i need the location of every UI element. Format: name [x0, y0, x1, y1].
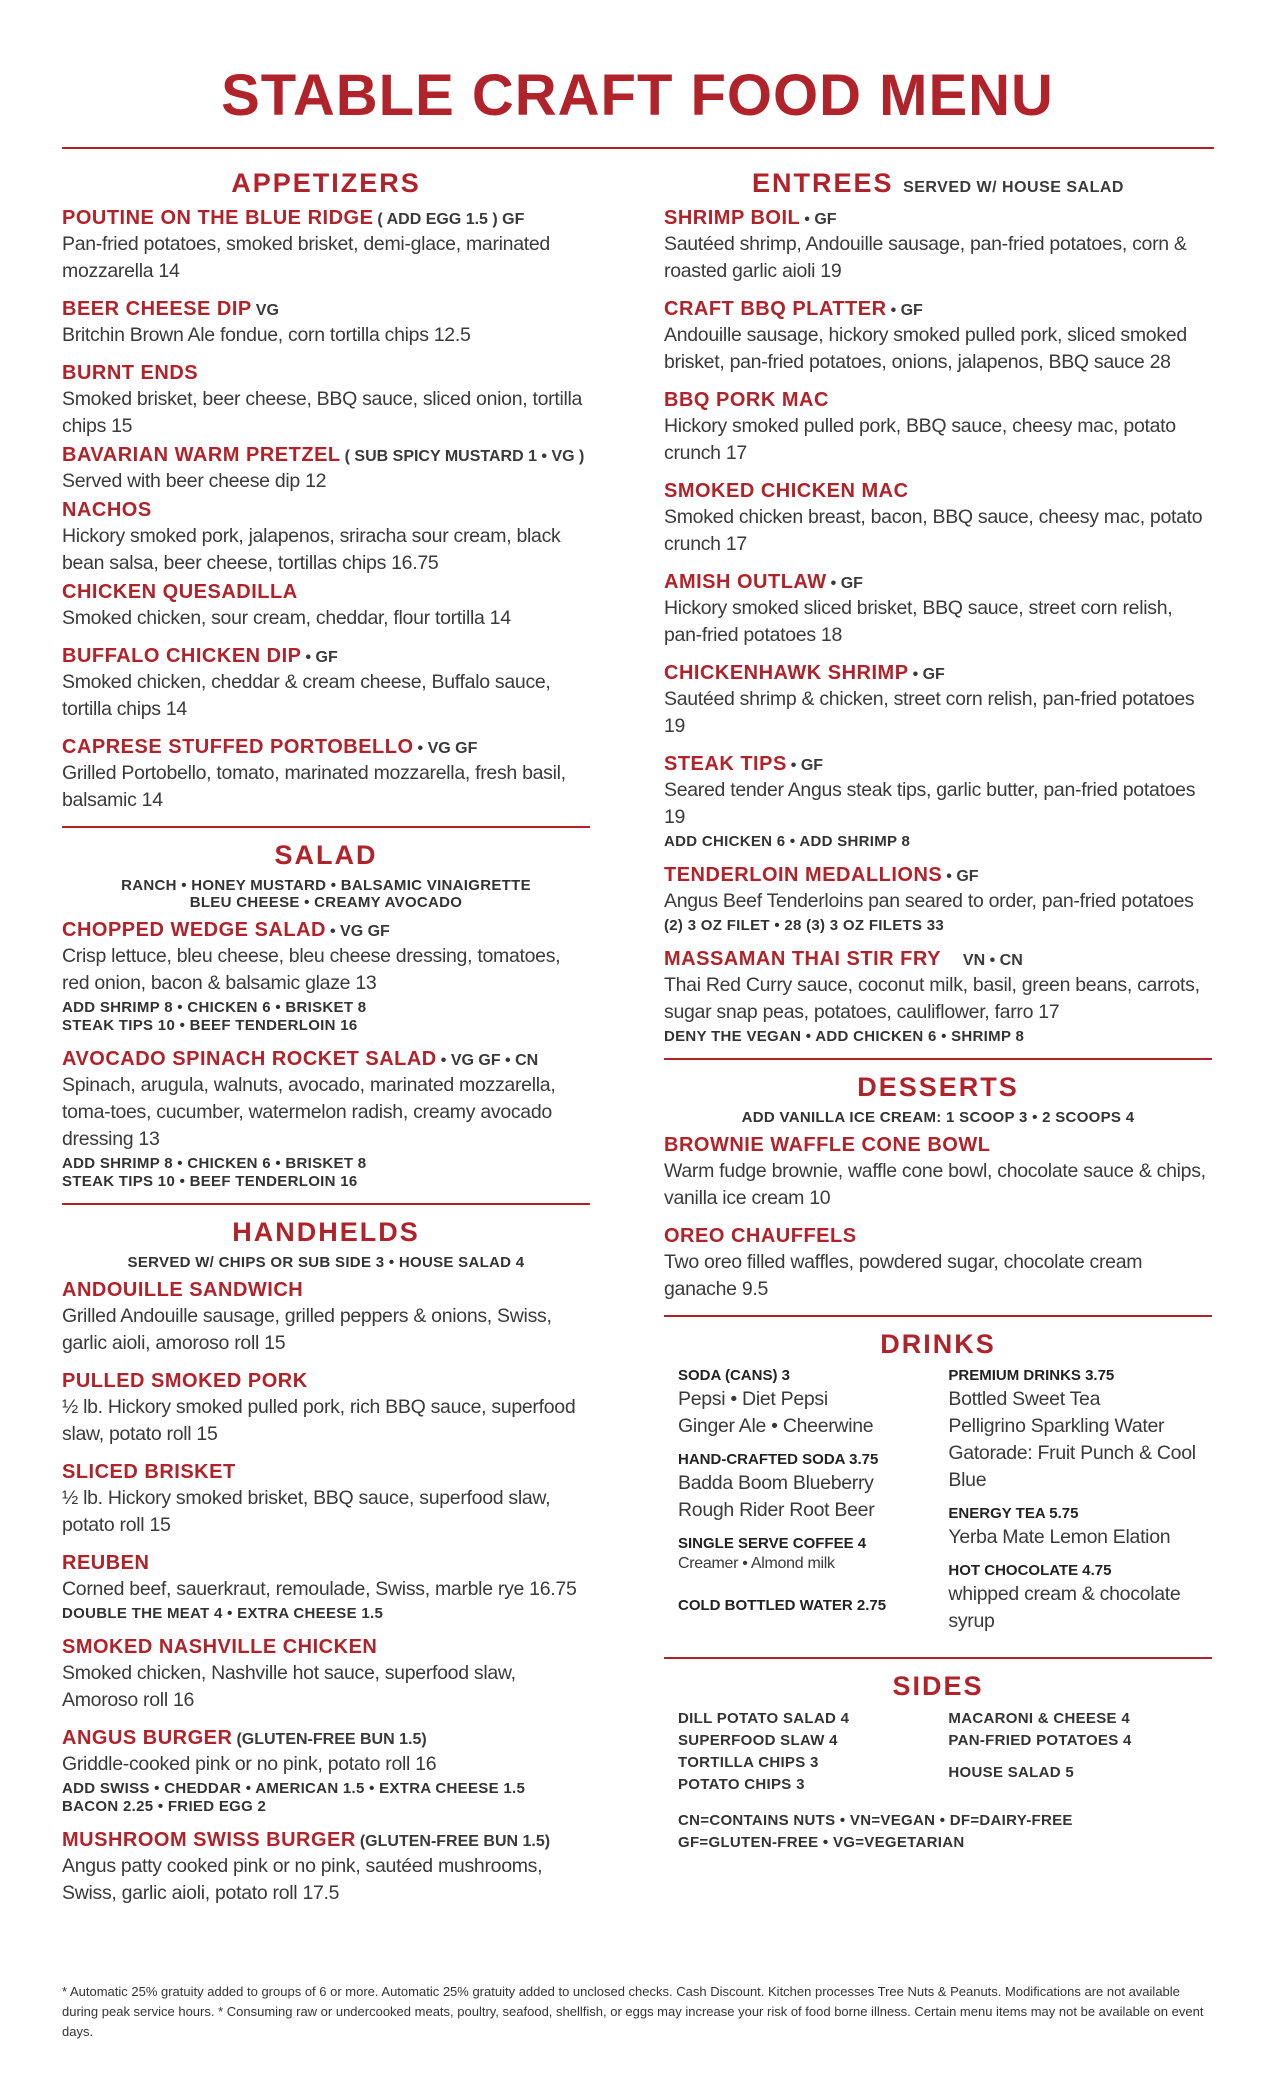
menu-item: [62, 917, 590, 1035]
menu-item: [62, 1368, 590, 1448]
menu-title: STABLE CRAFT FOOD MENU: [221, 63, 1054, 128]
drink-item: Pelligrino Sparkling Water: [948, 1415, 1165, 1437]
item-description: Crisp lettuce, bleu cheese, bleu cheese dressing, tomatoes, red onion, bacon & balsamic glaze 13: [62, 945, 561, 994]
sides-right-column: [948, 1708, 1198, 1796]
drink-group-heading: COLD BOTTLED WATER 2.75: [678, 1597, 887, 1614]
item-description: Griddle-cooked pink or no pink, potato roll 16: [62, 1753, 437, 1775]
item-description: Smoked chicken, Nashville hot sauce, superfood slaw, Amoroso roll 16: [62, 1662, 516, 1711]
item-description: Hickory smoked pulled pork, BBQ sauce, cheesy mac, potato crunch 17: [664, 415, 1176, 464]
side-item: TORTILLA CHIPS 3: [678, 1754, 819, 1771]
item-description: Angus Beef Tenderloins pan seared to order, pan-fried potatoes: [664, 890, 1194, 912]
item-name: ANDOUILLE SANDWICH: [62, 1279, 304, 1301]
right-column: [664, 160, 1212, 1854]
menu-item: [62, 497, 590, 577]
footnote: * Automatic 25% gratuity added to groups of 6 or more. Automatic 25% gratuity added to unclosed checks. Cash Discount. Kitchen processes Tree Nuts & Peanuts. Modifications are not available during peak service hours. * Consuming raw or undercooked meats, poultry, seafood, shellfish, or eggs may increase your risk of food borne illness. Certain menu items may not be available on event days.: [62, 1984, 1204, 2039]
menu-item: [62, 1827, 590, 1907]
item-tag: VN • CN: [962, 952, 1023, 969]
drink-group-heading: SINGLE SERVE COFFEE 4: [678, 1535, 867, 1552]
item-description: Grilled Andouille sausage, grilled peppers & onions, Swiss, garlic aioli, amoroso roll 15: [62, 1305, 552, 1354]
section-divider: [62, 826, 590, 828]
desserts-heading: DESSERTS: [857, 1072, 1019, 1102]
entrees-title: ENTREES: [752, 168, 894, 198]
sides-grid: [664, 1708, 1212, 1796]
item-description: Corned beef, sauerkraut, remoulade, Swiss, marble rye 16.75: [62, 1578, 577, 1600]
item-name: SLICED BRISKET: [62, 1461, 236, 1483]
item-description: Warm fudge brownie, waffle cone bowl, chocolate sauce & chips, vanilla ice cream 10: [664, 1160, 1206, 1209]
side-item: PAN-FRIED POTATOES 4: [948, 1732, 1132, 1749]
menu-item: [62, 442, 590, 495]
menu-item: [664, 1132, 1212, 1212]
menu-item: [664, 569, 1212, 649]
side-item: DILL POTATO SALAD 4: [678, 1710, 850, 1727]
item-name: TENDERLOIN MEDALLIONS: [664, 864, 943, 886]
item-name: SHRIMP BOIL: [664, 207, 801, 229]
drink-item: Pepsi • Diet Pepsi: [678, 1388, 828, 1410]
item-description: Sautéed shrimp & chicken, street corn relish, pan-fried potatoes 19: [664, 688, 1195, 737]
item-addons: ADD CHICKEN 6 • ADD SHRIMP 8: [664, 833, 911, 850]
dressing-line: RANCH • HONEY MUSTARD • BALSAMIC VINAIGRETTE: [121, 877, 531, 894]
item-description: ½ lb. Hickory smoked brisket, BBQ sauce, superfood slaw, potato roll 15: [62, 1487, 551, 1536]
menu-item: [62, 205, 590, 285]
appetizers-heading: APPETIZERS: [231, 168, 421, 198]
item-description: Pan-fried potatoes, smoked brisket, demi-glace, marinated mozzarella 14: [62, 233, 550, 282]
drink-item: Yerba Mate Lemon Elation: [948, 1526, 1171, 1548]
item-name: OREO CHAUFFELS: [664, 1225, 857, 1247]
item-description: Thai Red Curry sauce, coconut milk, basil, green beans, carrots, sugar snap peas, potatoes, cauliflower, farro 17: [664, 974, 1200, 1023]
desserts-note: ADD VANILLA ICE CREAM: 1 SCOOP 3 • 2 SCOOPS 4: [741, 1109, 1135, 1126]
item-description: Spinach, arugula, walnuts, avocado, marinated mozzarella, toma-toes, cucumber, watermelon radish, creamy avocado dressing 13: [62, 1074, 556, 1150]
item-tag: • GF: [912, 666, 945, 683]
drink-group: [948, 1561, 1198, 1635]
item-name: SMOKED NASHVILLE CHICKEN: [62, 1636, 378, 1658]
drink-item: Ginger Ale • Cheerwine: [678, 1415, 874, 1437]
title-divider: [62, 147, 1214, 149]
legend-line: CN=CONTAINS NUTS • VN=VEGAN • DF=DAIRY-FREE: [678, 1812, 1073, 1829]
item-addons: ADD SHRIMP 8 • CHICKEN 6 • BRISKET 8: [62, 999, 367, 1016]
item-description: Smoked chicken, sour cream, cheddar, flour tortilla 14: [62, 607, 511, 629]
menu-item: [664, 478, 1212, 558]
item-tag: • VG GF • CN: [440, 1052, 539, 1069]
appetizers-list: [62, 205, 590, 814]
item-addons: STEAK TIPS 10 • BEEF TENDERLOIN 16: [62, 1173, 358, 1190]
item-description: Seared tender Angus steak tips, garlic butter, pan-fried potatoes 19: [664, 779, 1196, 828]
item-description: Served with beer cheese dip 12: [62, 470, 327, 492]
section-divider: [664, 1315, 1212, 1317]
item-description: Smoked chicken breast, bacon, BBQ sauce, cheesy mac, potato crunch 17: [664, 506, 1203, 555]
section-divider: [664, 1058, 1212, 1060]
drink-group: [678, 1596, 928, 1616]
item-name: BURNT ENDS: [62, 362, 199, 384]
menu-item: [62, 296, 590, 349]
item-addons: (2) 3 OZ FILET • 28 (3) 3 OZ FILETS 33: [664, 917, 945, 934]
item-name: BUFFALO CHICKEN DIP: [62, 645, 302, 667]
dressing-options: [62, 877, 590, 911]
item-description: Hickory smoked pork, jalapenos, sriracha sour cream, black bean salsa, beer cheese, tortillas chips 16.75: [62, 525, 561, 574]
menu-item: [62, 1550, 590, 1623]
menu-item: [62, 643, 590, 723]
menu-item: [62, 1046, 590, 1191]
item-description: Andouille sausage, hickory smoked pulled pork, sliced smoked brisket, pan-fried potatoes, onions, jalapenos, BBQ sauce 28: [664, 324, 1187, 373]
menu-item: [664, 387, 1212, 467]
item-tag: (GLUTEN-FREE BUN 1.5): [236, 1731, 427, 1748]
item-name: POUTINE ON THE BLUE RIDGE: [62, 207, 374, 229]
item-name: REUBEN: [62, 1552, 150, 1574]
item-name: BROWNIE WAFFLE CONE BOWL: [664, 1134, 991, 1156]
item-name: CAPRESE STUFFED PORTOBELLO: [62, 736, 414, 758]
item-tag: VG: [255, 302, 279, 319]
item-description: Smoked chicken, cheddar & cream cheese, Buffalo sauce, tortilla chips 14: [62, 671, 551, 720]
item-tag: • GF: [830, 575, 863, 592]
item-description: Smoked brisket, beer cheese, BBQ sauce, sliced onion, tortilla chips 15: [62, 388, 583, 437]
item-name: CHOPPED WEDGE SALAD: [62, 919, 326, 941]
side-item: MACARONI & CHEESE 4: [948, 1710, 1130, 1727]
menu-item: [664, 1223, 1212, 1303]
item-tag: • GF: [804, 211, 837, 228]
item-tag: • GF: [305, 649, 338, 666]
item-name: BEER CHEESE DIP: [62, 298, 252, 320]
handhelds-heading: HANDHELDS: [232, 1217, 420, 1247]
handhelds-note: SERVED W/ CHIPS OR SUB SIDE 3 • HOUSE SALAD 4: [127, 1254, 525, 1271]
drinks-left-column: [678, 1366, 928, 1645]
item-tag: (GLUTEN-FREE BUN 1.5): [359, 1833, 551, 1850]
item-addons: DOUBLE THE MEAT 4 • EXTRA CHEESE 1.5: [62, 1605, 384, 1622]
item-tag: ( ADD EGG 1.5 ) GF: [377, 211, 525, 228]
item-description: Hickory smoked sliced brisket, BBQ sauce, street corn relish, pan-fried potatoes 18: [664, 597, 1173, 646]
item-name: AMISH OUTLAW: [664, 571, 827, 593]
menu-item: [664, 751, 1212, 851]
menu-item: [62, 1277, 590, 1357]
item-name: CRAFT BBQ PLATTER: [664, 298, 887, 320]
side-item: POTATO CHIPS 3: [678, 1776, 805, 1793]
item-addons: ADD SWISS • CHEDDAR • AMERICAN 1.5 • EXTRA CHEESE 1.5: [62, 1780, 526, 1797]
side-item: SUPERFOOD SLAW 4: [678, 1732, 838, 1749]
item-name: NACHOS: [62, 499, 152, 521]
drinks-heading: DRINKS: [880, 1329, 996, 1359]
menu-item: [62, 579, 590, 632]
dressing-line: BLEU CHEESE • CREAMY AVOCADO: [189, 894, 463, 911]
menu-item: [62, 1634, 590, 1714]
entrees-subtitle: SERVED W/ HOUSE SALAD: [903, 179, 1124, 196]
drink-item: whipped cream & chocolate syrup: [948, 1583, 1181, 1632]
item-name: PULLED SMOKED PORK: [62, 1370, 308, 1392]
left-column: [62, 160, 590, 1918]
item-tag: • GF: [890, 302, 923, 319]
item-tag: • GF: [946, 868, 979, 885]
item-description: Grilled Portobello, tomato, marinated mozzarella, fresh basil, balsamic 14: [62, 762, 566, 811]
item-description: Britchin Brown Ale fondue, corn tortilla chips 12.5: [62, 324, 471, 346]
menu-item: [62, 734, 590, 814]
item-description: Sautéed shrimp, Andouille sausage, pan-fried potatoes, corn & roasted garlic aioli 19: [664, 233, 1187, 282]
drink-item: Creamer • Almond milk: [678, 1555, 835, 1572]
item-description: ½ lb. Hickory smoked pulled pork, rich BBQ sauce, superfood slaw, potato roll 15: [62, 1396, 576, 1445]
legend-line: GF=GLUTEN-FREE • VG=VEGETARIAN: [678, 1834, 965, 1851]
item-name: STEAK TIPS: [664, 753, 787, 775]
drink-group-heading: HOT CHOCOLATE 4.75: [948, 1562, 1112, 1579]
salad-heading: SALAD: [274, 840, 378, 870]
sides-heading: SIDES: [892, 1671, 984, 1701]
item-addons: BACON 2.25 • FRIED EGG 2: [62, 1798, 267, 1815]
menu-item: [664, 296, 1212, 376]
drink-group-heading: HAND-CRAFTED SODA 3.75: [678, 1451, 879, 1468]
item-addons: ADD SHRIMP 8 • CHICKEN 6 • BRISKET 8: [62, 1155, 367, 1172]
menu-item: [664, 946, 1212, 1046]
menu-item: [664, 862, 1212, 935]
item-name: SMOKED CHICKEN MAC: [664, 480, 909, 502]
item-name: BBQ PORK MAC: [664, 389, 829, 411]
drink-group: [678, 1366, 928, 1440]
item-addons: STEAK TIPS 10 • BEEF TENDERLOIN 16: [62, 1017, 358, 1034]
item-tag: ( SUB SPICY MUSTARD 1 • VG ): [344, 448, 585, 465]
item-description: Angus patty cooked pink or no pink, sautéed mushrooms, Swiss, garlic aioli, potato roll 17.5: [62, 1855, 543, 1904]
drink-item: Bottled Sweet Tea: [948, 1388, 1101, 1410]
item-name: CHICKEN QUESADILLA: [62, 581, 298, 603]
item-name: ANGUS BURGER: [62, 1727, 233, 1749]
drink-group: [678, 1534, 928, 1574]
drink-group: [678, 1450, 928, 1524]
item-addons: DENY THE VEGAN • ADD CHICKEN 6 • SHRIMP 8: [664, 1028, 1025, 1045]
menu-item: [62, 360, 590, 440]
item-tag: • GF: [790, 757, 824, 774]
entrees-heading: [664, 168, 1212, 199]
drinks-grid: [664, 1366, 1212, 1645]
drinks-right-column: [948, 1366, 1198, 1645]
item-name: MASSAMAN THAI STIR FRY: [664, 948, 941, 970]
menu-item: [664, 660, 1212, 740]
item-name: AVOCADO SPINACH ROCKET SALAD: [62, 1048, 437, 1070]
drink-group: [948, 1504, 1198, 1551]
drink-item: Rough Rider Root Beer: [678, 1499, 875, 1521]
menu-item: [62, 1725, 590, 1816]
drink-item: Badda Boom Blueberry: [678, 1472, 874, 1494]
item-tag: • VG GF: [417, 740, 478, 757]
drink-item: Gatorade: Fruit Punch & Cool Blue: [948, 1442, 1196, 1491]
drink-group-heading: ENERGY TEA 5.75: [948, 1505, 1079, 1522]
item-tag: • VG GF: [329, 923, 390, 940]
side-item: HOUSE SALAD 5: [948, 1764, 1074, 1781]
menu-item: [664, 205, 1212, 285]
section-divider: [664, 1657, 1212, 1659]
item-name: BAVARIAN WARM PRETZEL: [62, 444, 341, 466]
menu-item: [62, 1459, 590, 1539]
drink-group: [948, 1366, 1198, 1494]
drink-group-heading: PREMIUM DRINKS 3.75: [948, 1367, 1115, 1384]
sides-left-column: [678, 1708, 928, 1796]
item-name: CHICKENHAWK SHRIMP: [664, 662, 909, 684]
dietary-legend: [664, 1810, 1212, 1854]
item-description: Two oreo filled waffles, powdered sugar, chocolate cream ganache 9.5: [664, 1251, 1143, 1300]
drink-group-heading: SODA (CANS) 3: [678, 1367, 790, 1384]
item-name: MUSHROOM SWISS BURGER: [62, 1829, 356, 1851]
section-divider: [62, 1203, 590, 1205]
